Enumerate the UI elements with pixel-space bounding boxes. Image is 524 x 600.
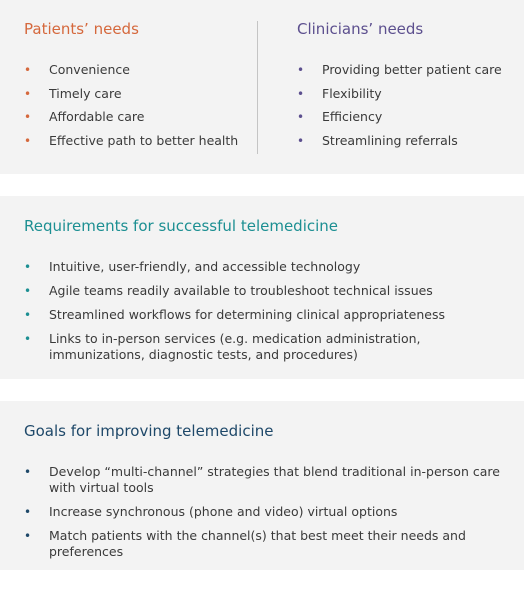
list-item-text: Agile teams readily available to troubleshoot technical issues (49, 283, 433, 298)
list-item-text: Affordable care (49, 109, 145, 125)
requirements-heading: Requirements for successful telemedicine (24, 217, 339, 235)
bullet-icon: • (24, 133, 32, 148)
list-item-text: Effective path to better health (49, 132, 239, 148)
bullet-icon: • (297, 110, 305, 125)
bullet-icon: • (24, 86, 32, 101)
list-item (297, 109, 517, 124)
requirements-section (24, 217, 514, 371)
list-item (24, 307, 514, 323)
patients-needs-list (24, 62, 250, 148)
clinicians-needs-list (297, 62, 517, 148)
bullet-icon: • (24, 465, 32, 479)
bullet-icon: • (24, 505, 32, 519)
list-item-text: Timely care (49, 85, 122, 101)
list-item (24, 259, 514, 275)
list-item-text: Efficiency (322, 109, 383, 125)
list-item (24, 528, 514, 560)
bullet-icon: • (24, 63, 32, 77)
list-item-text: Links to in-person services (e.g. medication administration, immunizations, diagnostic tests, and procedures) (49, 331, 421, 362)
list-item (24, 62, 250, 77)
list-item-text: Streamlined workflows for determining clinical appropriateness (49, 307, 446, 322)
list-item-text: Flexibility (322, 85, 382, 101)
bullet-icon: • (24, 529, 32, 543)
bullet-icon: • (24, 332, 32, 346)
goals-heading: Goals for improving telemedicine (24, 422, 274, 440)
requirements-panel (0, 196, 524, 379)
list-item (24, 86, 250, 101)
list-item-text: Intuitive, user-friendly, and accessible technology (49, 259, 361, 274)
list-item-text: Streamlining referrals (322, 132, 458, 148)
bullet-icon: • (297, 133, 305, 148)
column-divider (257, 21, 258, 154)
bullet-icon: • (24, 260, 32, 274)
bullet-icon: • (24, 308, 32, 322)
list-item (24, 283, 514, 299)
list-item (24, 504, 514, 520)
list-item-text: Develop “multi-channel” strategies that blend traditional in-person care with virtual tools (49, 464, 500, 495)
list-item-text: Match patients with the channel(s) that best meet their needs and preferences (49, 528, 466, 559)
requirements-list (24, 259, 514, 363)
bullet-icon: • (297, 86, 305, 101)
list-item (24, 109, 250, 124)
list-item (297, 62, 517, 77)
goals-list (24, 464, 514, 560)
clinicians-needs-column (297, 20, 517, 156)
patients-needs-heading: Patients’ needs (24, 20, 139, 38)
bullet-icon: • (24, 110, 32, 125)
list-item (24, 133, 250, 148)
list-item (297, 86, 517, 101)
bullet-icon: • (297, 63, 305, 77)
goals-panel (0, 401, 524, 570)
list-item (297, 133, 517, 148)
list-item (24, 331, 514, 363)
list-item-text: Providing better patient care (322, 62, 502, 77)
patients-needs-column (24, 20, 250, 156)
list-item-text: Convenience (49, 62, 130, 77)
list-item (24, 464, 514, 496)
clinicians-needs-heading: Clinicians’ needs (297, 20, 424, 38)
list-item-text: Increase synchronous (phone and video) virtual options (49, 504, 398, 519)
needs-panel (0, 0, 524, 174)
bullet-icon: • (24, 284, 32, 298)
goals-section (24, 422, 514, 568)
